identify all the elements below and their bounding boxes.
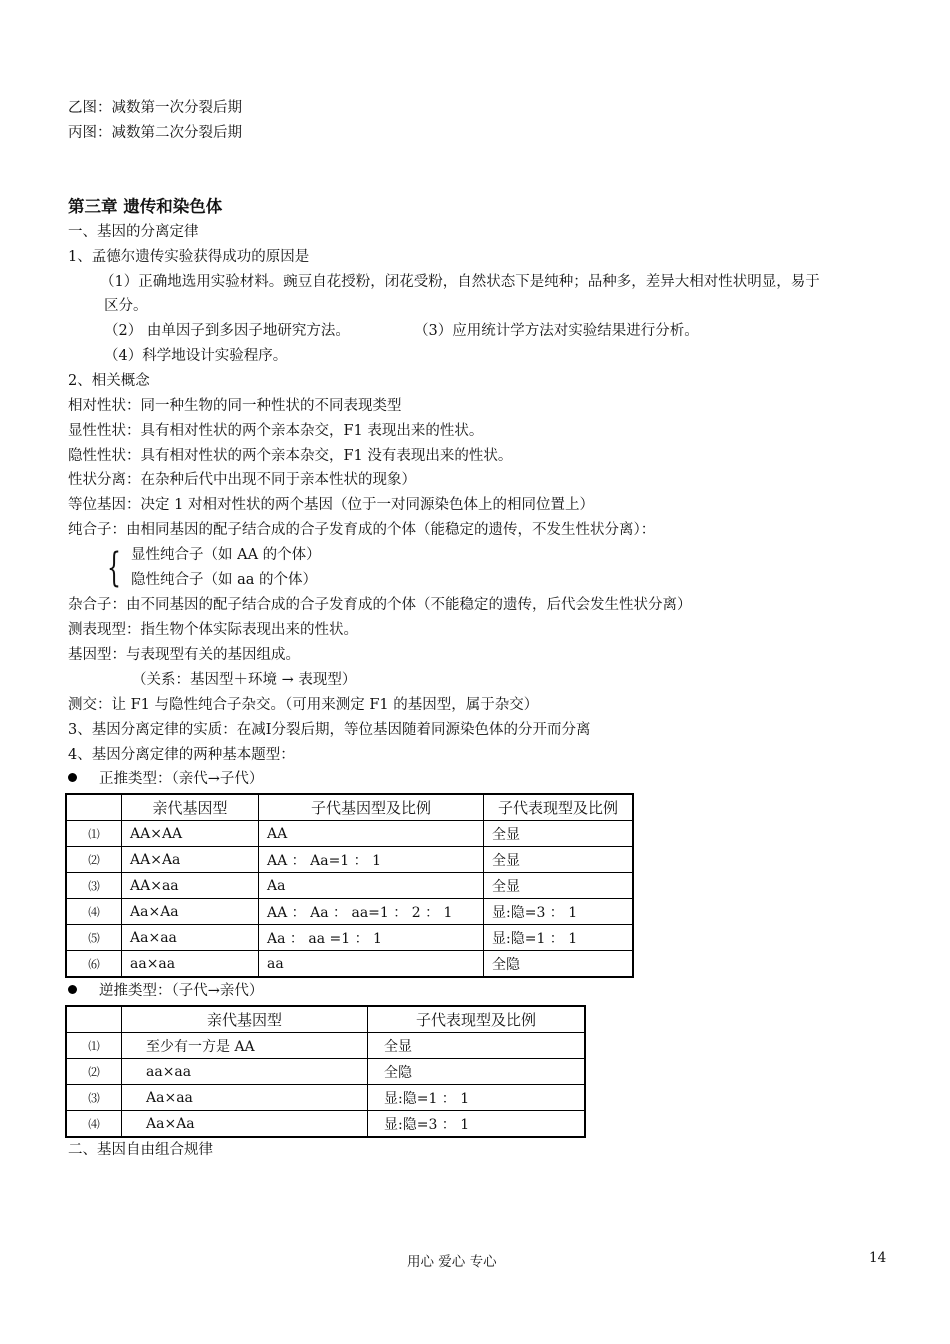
concept-line: 等位基因：决定 1 对相对性状的两个基因（位于一对同源染色体上的相同位置上） (68, 497, 594, 513)
text-line: 乙图：减数第一次分裂后期 (68, 100, 242, 116)
concept-line: 测交：让 F1 与隐性纯合子杂交。（可用来测定 F1 的基因型，属于杂交） (68, 697, 539, 713)
bullet-icon (68, 985, 77, 994)
row-number: ⑶ (66, 1085, 122, 1111)
row-number: ⑴ (66, 1033, 122, 1059)
table-cell: Aa×Aa (122, 1111, 368, 1138)
reason-line: （3）应用统计学方法对实验结果进行分析。 (414, 323, 699, 339)
reason-line: 区分。 (104, 298, 148, 314)
table-cell: aa×aa (122, 1059, 368, 1085)
table-header-row (66, 794, 633, 821)
table-cell: 全隐 (368, 1059, 586, 1085)
table-cell: 显:隐=3 ： 1 (368, 1111, 586, 1138)
reverse-table (65, 1005, 586, 1138)
reason-line: （2） 由单因子到多因子地研究方法。 (104, 323, 350, 339)
table-row (66, 1033, 585, 1059)
row-number: ⑴ (66, 821, 122, 847)
table-cell: 至少有一方是 AA (122, 1033, 368, 1059)
reason-line: （4）科学地设计实验程序。 (104, 348, 288, 364)
table-header-cell: 子代基因型及比例 (259, 794, 484, 821)
table-cell: 全显 (484, 821, 634, 847)
bullet-icon (68, 773, 77, 782)
section-heading: 二、基因自由组合规律 (68, 1142, 213, 1158)
bullet-label: 逆推类型：（子代→亲代） (99, 983, 264, 999)
table-cell: 全显 (368, 1033, 586, 1059)
row-number: ⑸ (66, 925, 122, 951)
table-cell: Aa ： aa =1 ： 1 (259, 925, 484, 951)
section-heading: 一、基因的分离定律 (68, 224, 199, 240)
table-cell: Aa×Aa (122, 899, 259, 925)
concept-line: 测表现型：指生物个体实际表现出来的性状。 (68, 622, 358, 638)
table-row (66, 899, 633, 925)
table-cell: Aa×aa (122, 1085, 368, 1111)
concept-line: 基因型：与表现型有关的基因组成。 (68, 647, 300, 663)
table-row (66, 925, 633, 951)
bullet-line (68, 981, 263, 1001)
table-row (66, 1085, 585, 1111)
table-row (66, 847, 633, 873)
text-line: 丙图：减数第二次分裂后期 (68, 125, 242, 141)
row-number: ⑵ (66, 1059, 122, 1085)
page-number: 14 (869, 1250, 887, 1266)
concept-note: （关系：基因型＋环境 → 表现型） (132, 672, 357, 688)
table-cell: aa (259, 951, 484, 978)
table-cell: AA×Aa (122, 847, 259, 873)
concept-line: 隐性性状：具有相对性状的两个亲本杂交，F1 没有表现出来的性状。 (68, 448, 513, 464)
concept-line: 纯合子：由相同基因的配子结合成的合子发育成的个体（能稳定的遗传，不发生性状分离）： (68, 522, 656, 538)
concept-line: 性状分离：在杂种后代中出现不同于亲本性状的现象） (68, 472, 416, 488)
table-cell: Aa×aa (122, 925, 259, 951)
table-cell: 全显 (484, 847, 634, 873)
table-row (66, 873, 633, 899)
table-row (66, 1111, 585, 1138)
table-header-cell: 子代表现型及比例 (484, 794, 634, 821)
brace-symbol: { (107, 545, 121, 591)
reason-line: （1）正确地选用实验材料。豌豆自花授粉，闭花受粉，自然状态下是纯种；品种多，差异大相对性状明显，易于 (100, 274, 820, 290)
row-number: ⑶ (66, 873, 122, 899)
bullet-label: 正推类型：（亲代→子代） (99, 771, 264, 787)
concept-subline: 显性纯合子（如 AA 的个体） (131, 547, 321, 563)
table-header-cell: 亲代基因型 (122, 794, 259, 821)
table-row (66, 821, 633, 847)
concept-line: 显性性状：具有相对性状的两个亲本杂交，F1 表现出来的性状。 (68, 423, 484, 439)
concept-subline: 隐性纯合子（如 aa 的个体） (131, 572, 318, 588)
row-number: ⑹ (66, 951, 122, 978)
concept-line: 相对性状：同一种生物的同一种性状的不同表现类型 (68, 398, 402, 414)
table-cell: Aa (259, 873, 484, 899)
item-heading: 1、孟德尔遗传实验获得成功的原因是 (68, 249, 310, 265)
table-cell: 全隐 (484, 951, 634, 978)
table-cell: 显:隐=1 ： 1 (484, 925, 634, 951)
table-header-cell (66, 1006, 122, 1033)
table-header-row (66, 1006, 585, 1033)
row-number: ⑵ (66, 847, 122, 873)
bullet-line (68, 769, 263, 789)
chapter-title: 第三章 遗传和染色体 (68, 197, 223, 216)
table-row (66, 951, 633, 978)
table-cell: 显:隐=3 ： 1 (484, 899, 634, 925)
table-header-cell (66, 794, 122, 821)
table-row (66, 1059, 585, 1085)
table-cell: 全显 (484, 873, 634, 899)
table-header-cell: 亲代基因型 (122, 1006, 368, 1033)
item-heading: 3、基因分离定律的实质：在减Ⅰ分裂后期，等位基因随着同源染色体的分开而分离 (68, 722, 591, 738)
table-cell: AA (259, 821, 484, 847)
footer-motto: 用心 爱心 专心 (407, 1254, 497, 1270)
table-cell: AA×AA (122, 821, 259, 847)
table-cell: AA ： Aa=1 ： 1 (259, 847, 484, 873)
row-number: ⑷ (66, 1111, 122, 1138)
concept-line: 杂合子：由不同基因的配子结合成的合子发育成的个体（不能稳定的遗传，后代会发生性状分离） (68, 597, 692, 613)
table-header-cell: 子代表现型及比例 (368, 1006, 586, 1033)
forward-table (65, 793, 634, 978)
table-cell: 显:隐=1 ： 1 (368, 1085, 586, 1111)
row-number: ⑷ (66, 899, 122, 925)
item-heading: 2、相关概念 (68, 373, 150, 389)
table-cell: AA×aa (122, 873, 259, 899)
table-cell: aa×aa (122, 951, 259, 978)
item-heading: 4、基因分离定律的两种基本题型： (68, 747, 295, 763)
table-cell: AA ： Aa ： aa=1 ： 2 ： 1 (259, 899, 484, 925)
